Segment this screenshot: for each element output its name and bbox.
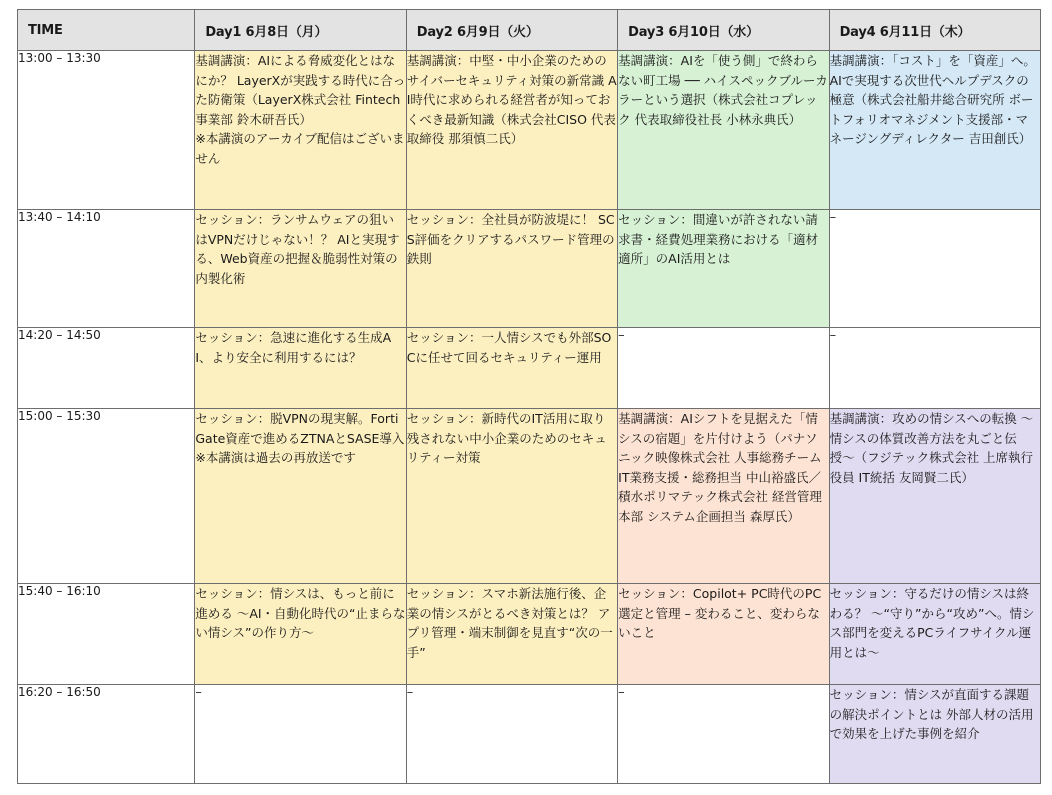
session-cell	[195, 584, 406, 685]
session-text: セッション：全社員が防波堤に！ SCS評価をクリアするパスワード管理の鉄則	[406, 212, 615, 266]
session-text: 基調講演：AIシフトを見据えた「情シスの宿題」を片付けよう（パナソニック映像株式会社 人事総務チーム IT業務支援・総務担当 中山裕盛氏／積水ポリマテック株式会社 経営管理本部 システム企画担当 森厚氏）	[618, 411, 822, 524]
session-cell	[195, 409, 406, 584]
schedule-wrapper	[17, 9, 1041, 784]
header-day3: Day3 6月10日（水）	[618, 10, 829, 51]
empty-session-cell	[406, 685, 617, 784]
session-text: セッション：ランサムウェアの狙いはVPNだけじゃない！？ AIと実現する、Web資産の把握＆脆弱性対策の内製化術	[195, 212, 400, 286]
session-text: セッション：一人情シスでも外部SOCに任せて回るセキュリティー運用	[406, 330, 612, 365]
session-text: –	[829, 328, 837, 343]
session-text: –	[618, 685, 625, 700]
session-text: 基調講演：中堅・中小企業のためのサイバーセキュリティ対策の新常識 AI時代に求められる経営者が知っておくべき最新知識（株式会社CISO 代表取締役 那須慎二氏）	[406, 53, 617, 146]
session-text: 基調講演：「コスト」を「資産」へ。AIで実現する次世代ヘルプデスクの極意（株式会社船井総合研究所 ボートフォリオマネジメント支援部・マネージングディレクター 吉田創氏）	[829, 53, 1036, 146]
time-slot: 15:00 – 15:30	[18, 409, 195, 584]
session-text: セッション：スマホ新法施行後、企業の情シスがとるべき対策とは？ アプリ管理・端末制御を見直す“次の一手”	[406, 586, 613, 660]
time-slot: 14:20 – 14:50	[18, 328, 195, 409]
header-time: TIME	[18, 10, 195, 51]
session-cell	[195, 210, 406, 328]
session-text: セッション：間違いが許されない請求書・経費処理業務における「適材適所」のAI活用とは	[618, 212, 819, 266]
header-row	[18, 10, 1041, 51]
table-row	[18, 328, 1041, 409]
session-cell	[829, 685, 1040, 784]
session-text: セッション：情シスが直面する課題の解決ポイントとは 外部人材の活用で効果を上げた事例を紹介	[829, 687, 1034, 741]
session-text: セッション：脱VPNの現実解。FortiGate資産で進めるZTNAとSASE導入 ※本講演は過去の再放送です	[195, 411, 405, 465]
empty-session-cell	[829, 210, 1040, 328]
table-row	[18, 51, 1041, 210]
session-text: セッション：Copilot+ PC時代のPC選定と管理 – 変わること、変わらないこと	[618, 586, 822, 640]
session-cell	[618, 409, 829, 584]
session-text: 基調講演：攻めの情シスへの転換 〜情シスの体質改善方法を丸ごと伝授〜（フジテック株式会社 上席執行役員 IT統括 友岡賢二氏）	[829, 411, 1034, 485]
session-text: セッション：急速に進化する生成AI、より安全に利用するには？	[195, 330, 392, 365]
time-slot: 13:40 – 14:10	[18, 210, 195, 328]
session-cell	[829, 409, 1040, 584]
session-text: セッション：情シスは、もっと前に進める 〜AI・自動化時代の“止まらない情シス”の作り方〜	[195, 586, 406, 640]
session-cell	[829, 51, 1040, 210]
session-text: セッション：新時代のIT活用に取り残されない中小企業のためのセキュリティー対策	[406, 411, 607, 465]
session-cell	[195, 328, 406, 409]
session-cell	[406, 328, 617, 409]
session-text: –	[618, 328, 625, 343]
empty-session-cell	[618, 685, 829, 784]
session-cell	[618, 584, 829, 685]
table-row	[18, 685, 1041, 784]
session-text: 基調講演：AIによる脅威変化とはなにか？ LayerXが実践する時代に合った防衛策（LayerX株式会社 Fintech事業部 鈴木研吾氏） ※本講演のアーカイブ配信はございません	[195, 53, 406, 166]
header-day4: Day4 6月11日（木）	[829, 10, 1040, 51]
session-cell	[829, 584, 1040, 685]
time-slot: 16:20 – 16:50	[18, 685, 195, 784]
table-row	[18, 584, 1041, 685]
session-cell	[195, 51, 406, 210]
session-text: セッション：守るだけの情シスは終わる？ 〜“守り”から“攻め”へ。情シス部門を変えるPCライフサイクル運用とは〜	[829, 586, 1035, 660]
header-day1: Day1 6月8日（月）	[195, 10, 406, 51]
time-slot: 15:40 – 16:10	[18, 584, 195, 685]
session-cell	[406, 210, 617, 328]
session-cell	[406, 51, 617, 210]
session-text: –	[195, 685, 202, 700]
session-text: –	[829, 210, 837, 225]
session-cell	[618, 210, 829, 328]
empty-session-cell	[829, 328, 1040, 409]
table-row	[18, 409, 1041, 584]
header-day2: Day2 6月9日（火）	[406, 10, 617, 51]
empty-session-cell	[195, 685, 406, 784]
session-cell	[406, 584, 617, 685]
session-text: 基調講演：AIを「使う側」で終わらない町工場 ── ハイスペックブルーカラーという選択（株式会社コプレック 代表取締役社長 小林永典氏）	[618, 53, 828, 127]
time-slot: 13:00 – 13:30	[18, 51, 195, 210]
session-cell	[406, 409, 617, 584]
session-text: –	[406, 685, 414, 700]
session-cell	[618, 51, 829, 210]
table-row	[18, 210, 1041, 328]
schedule-table	[17, 9, 1041, 784]
empty-session-cell	[618, 328, 829, 409]
